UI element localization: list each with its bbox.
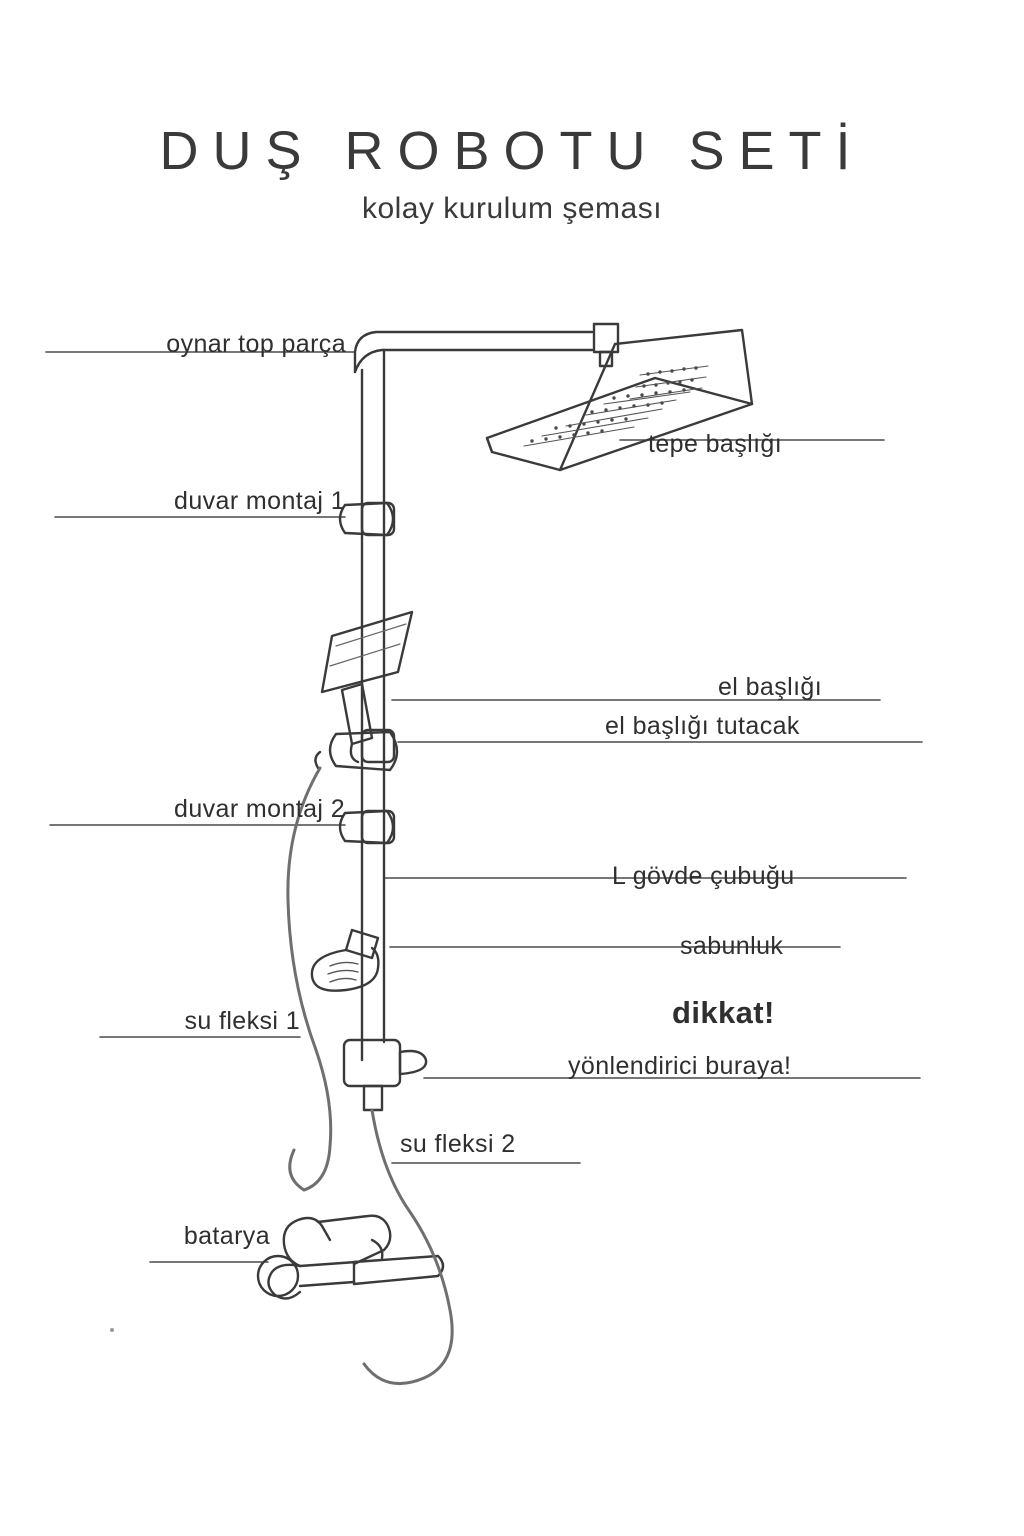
water-hose-1 [288, 768, 331, 1190]
label-su-fleksi-1: su fleksi 1 [184, 1007, 300, 1035]
label-duvar-montaj-1: duvar montaj 1 [174, 487, 345, 515]
label-yonlendirici-buraya: yönlendirici buraya! [568, 1052, 792, 1080]
soap-dish [312, 930, 379, 991]
label-l-govde-cubugu: L gövde çubuğu [612, 862, 795, 890]
wall-mount-1 [340, 503, 394, 535]
label-duvar-montaj-2: duvar montaj 2 [174, 795, 345, 823]
swivel-ball-and-arm [355, 332, 592, 372]
label-el-basligi: el başlığı [718, 673, 823, 701]
page-title: DUŞ ROBOTU SETİ [159, 121, 865, 181]
page-subtitle: kolay kurulum şeması [361, 192, 663, 225]
label-dikkat: dikkat! [672, 995, 775, 1030]
label-batarya: batarya [183, 1222, 270, 1250]
label-tepe-basligi: tepe başlığı [648, 430, 783, 458]
label-su-fleksi-2: su fleksi 2 [400, 1130, 516, 1158]
diverter-tee [344, 1040, 426, 1110]
label-el-basligi-tutacak: el başlığı tutacak [605, 712, 800, 740]
hand-shower-head [322, 612, 412, 762]
label-oynar-top-parca: oynar top parça [166, 330, 346, 358]
wall-mount-2 [340, 811, 394, 843]
faucet-mixer [258, 1216, 443, 1299]
corner-dot [110, 1328, 114, 1332]
label-sabunluk: sabunluk [680, 932, 784, 960]
